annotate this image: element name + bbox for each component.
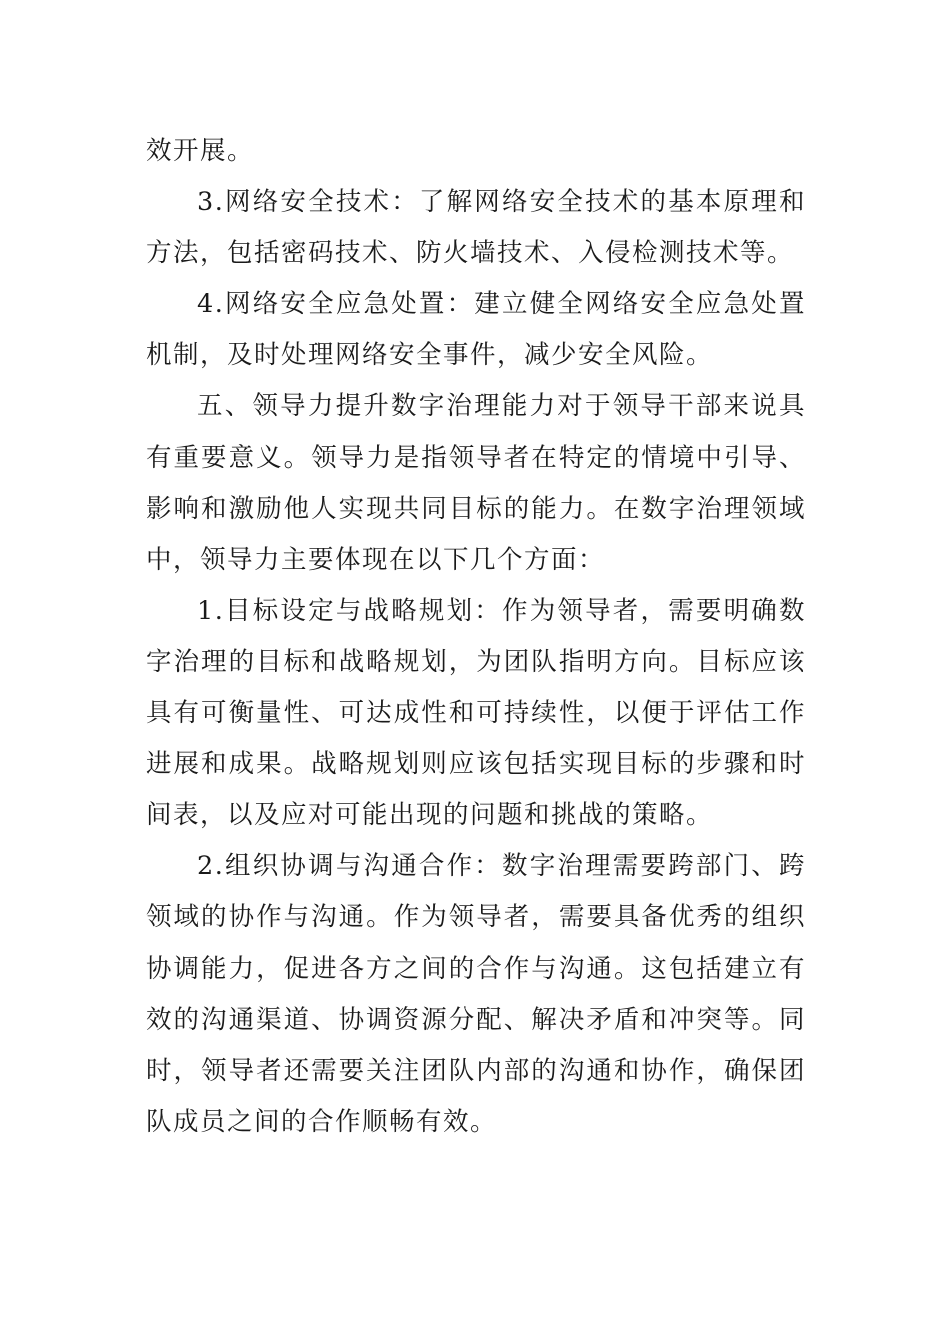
paragraph-goal-setting: 1.目标设定与战略规划：作为领导者，需要明确数字治理的目标和战略规划，为团队指明方向。目标应该具有可衡量性、可达成性和可持续性，以便于评估工作进展和成果。战略规划则应该包括实现目标的步骤和时间表，以及应对可能出现的问题和挑战的策略。 bbox=[146, 595, 806, 831]
paragraph-leadership-heading: 五、领导力提升数字治理能力对于领导干部来说具有重要意义。领导力是指领导者在特定的情境中引导、影响和激励他人实现共同目标的能力。在数字治理领域中，领导力主要体现在以下几个方面： bbox=[146, 391, 806, 575]
paragraph-continuation: 效开展。 bbox=[146, 136, 255, 166]
paragraph-coordination: 2.组织协调与沟通合作：数字治理需要跨部门、跨领域的协作与沟通。作为领导者，需要具备优秀的组织协调能力，促进各方之间的合作与沟通。这包括建立有效的沟通渠道、协调资源分配、解决矛盾和冲突等。同时，领导者还需要关注团队内部的沟通和协作，确保团队成员之间的合作顺畅有效。 bbox=[146, 851, 806, 1137]
paragraph-network-security-tech: 3.网络安全技术：了解网络安全技术的基本原理和方法，包括密码技术、防火墙技术、入侵检测技术等。 bbox=[146, 187, 806, 269]
paragraph-emergency-response: 4.网络安全应急处置：建立健全网络安全应急处置机制，及时处理网络安全事件，减少安全风险。 bbox=[146, 289, 806, 371]
document-body bbox=[146, 126, 806, 1148]
